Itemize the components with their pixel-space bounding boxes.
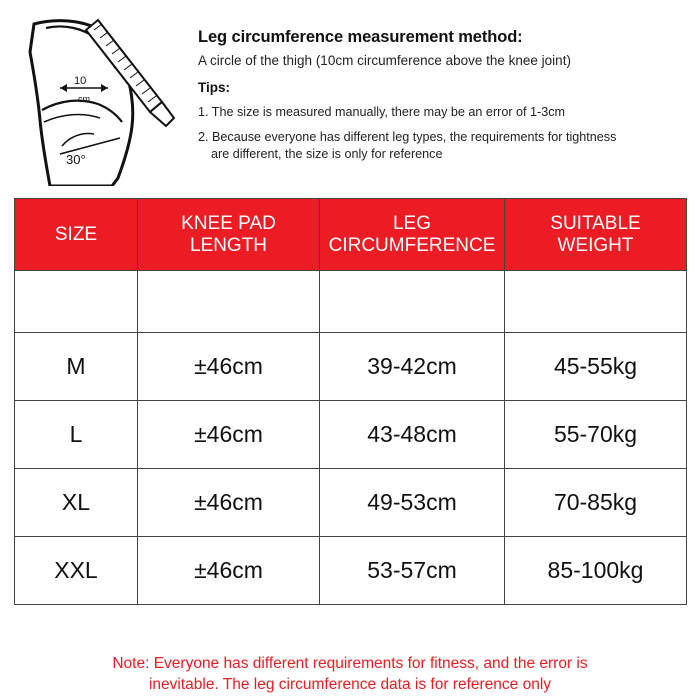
cell-circumference: 39-42cm [320, 333, 505, 401]
table-row [15, 401, 687, 469]
size-table-wrapper [0, 198, 700, 605]
table-header-circ-line1: LEG [392, 212, 432, 234]
measurement-instructions [186, 14, 684, 171]
table-header-size-line1: SIZE [54, 223, 98, 245]
cell-circumference [320, 271, 505, 333]
cell-weight: 45-55kg [505, 333, 687, 401]
illustration-label-10: 10 [74, 75, 87, 87]
table-header-suitable-weight [505, 199, 687, 271]
cell-length: ±46cm [138, 537, 320, 605]
cell-size [15, 271, 138, 333]
table-header-length-line2: LENGTH [189, 234, 268, 256]
tip-item-2 [198, 129, 684, 163]
cell-circumference: 53-57cm [320, 537, 505, 605]
cell-weight [505, 271, 687, 333]
knee-measurement-diagram [16, 14, 186, 186]
cell-length: ±46cm [138, 469, 320, 537]
tips-label: Tips: [198, 80, 231, 95]
table-header-circ-line2: CIRCUMFERENCE [328, 234, 496, 256]
illustration-label-angle: 30° [66, 152, 86, 167]
cell-length: ±46cm [138, 401, 320, 469]
table-body [15, 271, 687, 605]
footer-note-line2: inevitable. The leg circumference data is for reference only [148, 676, 552, 694]
footer-note-line1: Note: Everyone has different requirements for fitness, and the error is [112, 654, 588, 672]
page-title: Leg circumference measurement method: [198, 28, 523, 46]
table-header-leg-circumference [320, 199, 505, 271]
tip-1-text: 1. The size is measured manually, there may be an error of 1-3cm [198, 105, 566, 119]
cell-length [138, 271, 320, 333]
table-header-size [15, 199, 138, 271]
cell-weight: 85-100kg [505, 537, 687, 605]
cell-size: XXL [15, 537, 138, 605]
tip-item-1 [198, 104, 684, 121]
table-header-length-line1: KNEE PAD [181, 212, 276, 234]
cell-circumference: 49-53cm [320, 469, 505, 537]
table-row [15, 333, 687, 401]
top-section [0, 0, 700, 198]
table-header-weight-line1: SUITABLE [550, 212, 641, 234]
size-table [14, 198, 687, 605]
page-subtitle: A circle of the thigh (10cm circumference above the knee joint) [198, 53, 571, 68]
illustration-label-cm: cm [78, 94, 90, 104]
table-header-row [15, 199, 687, 271]
tip-2-text-cont: are different, the size is only for reference [211, 147, 443, 161]
table-header-knee-pad-length [138, 199, 320, 271]
table-row [15, 469, 687, 537]
tip-2-text: 2. Because everyone has different leg types, the requirements for tightness [198, 130, 617, 144]
cell-length: ±46cm [138, 333, 320, 401]
table-header-weight-line2: WEIGHT [557, 234, 634, 256]
footer-note [0, 653, 700, 696]
cell-size: L [15, 401, 138, 469]
cell-weight: 55-70kg [505, 401, 687, 469]
cell-size: M [15, 333, 138, 401]
cell-weight: 70-85kg [505, 469, 687, 537]
table-row [15, 537, 687, 605]
table-head [15, 199, 687, 271]
table-row [15, 271, 687, 333]
cell-circumference: 43-48cm [320, 401, 505, 469]
cell-size: XL [15, 469, 138, 537]
